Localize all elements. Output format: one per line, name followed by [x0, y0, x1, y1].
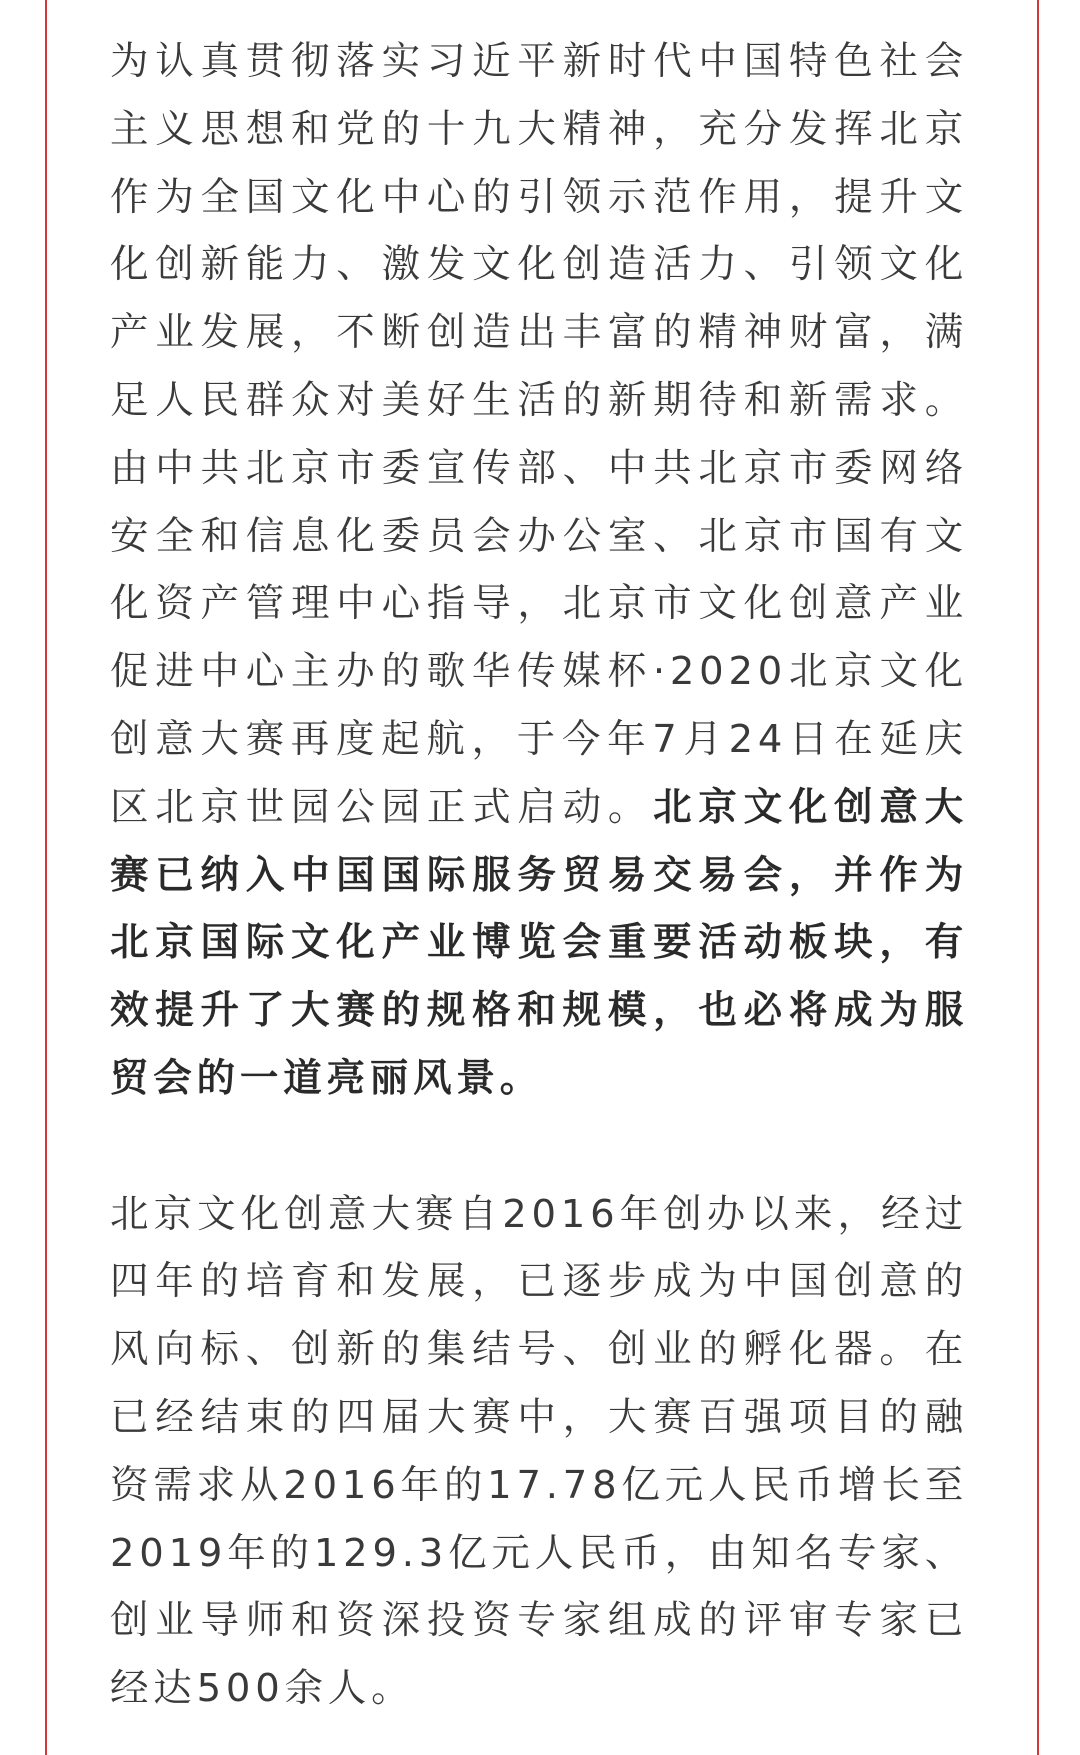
paragraph-2: 北京文化创意大赛自2016年创办以来，经过四年的培育和发展，已逐步成为中国创意的风向标、创新的集结号、创业的孵化器。在已经结束的四届大赛中，大赛百强项目的融资需求从2016年的17.78亿元人民币增长至2019年的129.3亿元人民币，由知名专家、创业导师和资深投资专家组成的评审专家已经达500余人。 [110, 1191, 968, 1712]
article-body [110, 28, 968, 1723]
right-red-border [1037, 0, 1039, 1755]
paragraph-1-text: 为认真贯彻落实习近平新时代中国特色社会主义思想和党的十九大精神，充分发挥北京作为全国文化中心的引领示范作用，提升文化创新能力、激发文化创造活力、引领文化产业发展，不断创造出丰富的精神财富，满足人民群众对美好生活的新期待和新需求。由中共北京市委宣传部、中共北京市委网络安全和信息化委员会办公室、北京市国有文化资产管理中心指导，北京市文化创意产业促进中心主办的歌华传媒杯·2020北京文化创意大赛再度起航，于今年7月24日在延庆区北京世园公园正式启动。 [110, 39, 968, 830]
paragraph-1 [110, 28, 968, 1113]
paragraph-1-bold-text: 北京文化创意大赛已纳入中国国际服务贸易交易会，并作为北京国际文化产业博览会重要活动板块，有效提升了大赛的规格和规模，也必将成为服贸会的一道亮丽风景。 [110, 784, 968, 1101]
left-red-border [45, 0, 47, 1755]
